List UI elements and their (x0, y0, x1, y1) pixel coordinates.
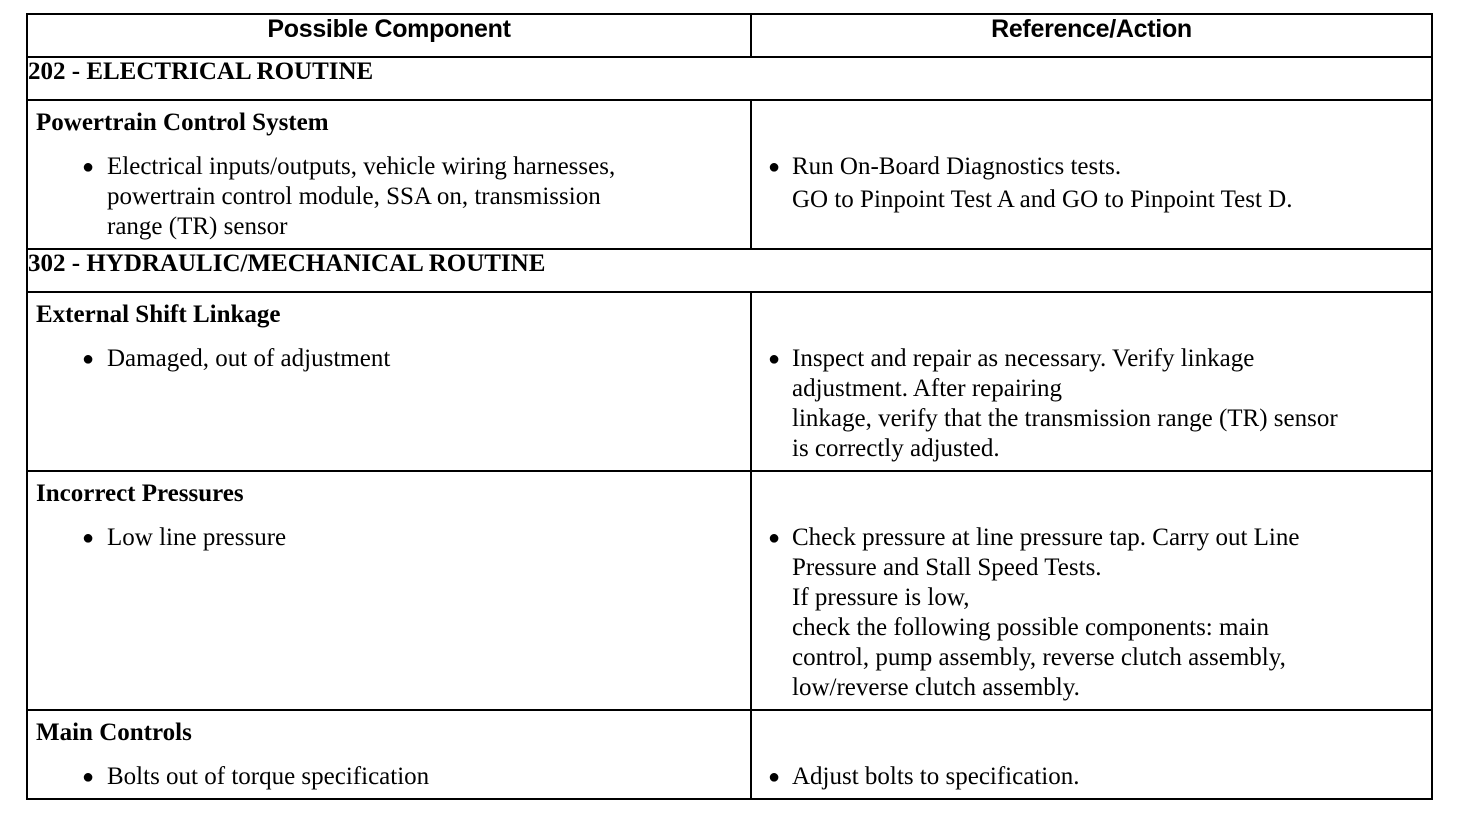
bullet-icon: ● (82, 348, 95, 370)
table-row (27, 710, 1432, 799)
action-cell (751, 292, 1432, 471)
bullet-icon: ● (82, 527, 95, 549)
component-item: ● Low line pressure (82, 524, 287, 551)
section-row (27, 57, 1432, 100)
action-item: ● Run On-Board Diagnostics tests. GO to Pinpoint Test A and GO to Pinpoint Test D. (768, 153, 1293, 213)
action-item: ● Adjust bolts to specification. (768, 763, 1080, 790)
component-item: ● Electrical inputs/outputs, vehicle wiring harnesses, powertrain control module, SSA on, transmission range (TR) sensor (82, 153, 616, 240)
component-cell (27, 100, 751, 249)
bullet-icon: ● (82, 766, 95, 788)
component-cell (27, 292, 751, 471)
table-row (27, 100, 1432, 249)
action-cell (751, 710, 1432, 799)
section-title-electrical: 202 - ELECTRICAL ROUTINE (27, 57, 1432, 100)
category-label: Powertrain Control System (36, 109, 329, 136)
action-item: ● Check pressure at line pressure tap. Carry out Line Pressure and Stall Speed Tests. If pressure is low, check the following possible components: main control, pump assembly, reverse clutch assembly, low/reverse clutch assembly. (768, 524, 1300, 701)
category-label: Incorrect Pressures (36, 480, 244, 507)
component-item: ● Bolts out of torque specification (82, 763, 430, 790)
header-possible-component: Possible Component (27, 14, 751, 57)
header-row (27, 14, 1432, 57)
table-row (27, 471, 1432, 710)
category-label: External Shift Linkage (36, 301, 281, 328)
bullet-icon: ● (768, 766, 781, 788)
action-cell (751, 471, 1432, 710)
bullet-icon: ● (82, 156, 95, 178)
bullet-icon: ● (768, 527, 781, 549)
component-cell (27, 710, 751, 799)
component-item: ● Damaged, out of adjustment (82, 345, 391, 372)
action-cell (751, 100, 1432, 249)
category-label: Main Controls (36, 719, 192, 746)
section-title-hydraulic: 302 - HYDRAULIC/MECHANICAL ROUTINE (27, 249, 1432, 292)
table-row (27, 292, 1432, 471)
component-cell (27, 471, 751, 710)
action-item: ● Inspect and repair as necessary. Verify linkage adjustment. After repairing linkage, verify that the transmission range (TR) sensor is correctly adjusted. (768, 345, 1338, 462)
bullet-icon: ● (768, 348, 781, 370)
bullet-icon: ● (768, 156, 781, 178)
diagnostic-table (26, 13, 1433, 800)
header-reference-action: Reference/Action (751, 14, 1432, 57)
section-row (27, 249, 1432, 292)
